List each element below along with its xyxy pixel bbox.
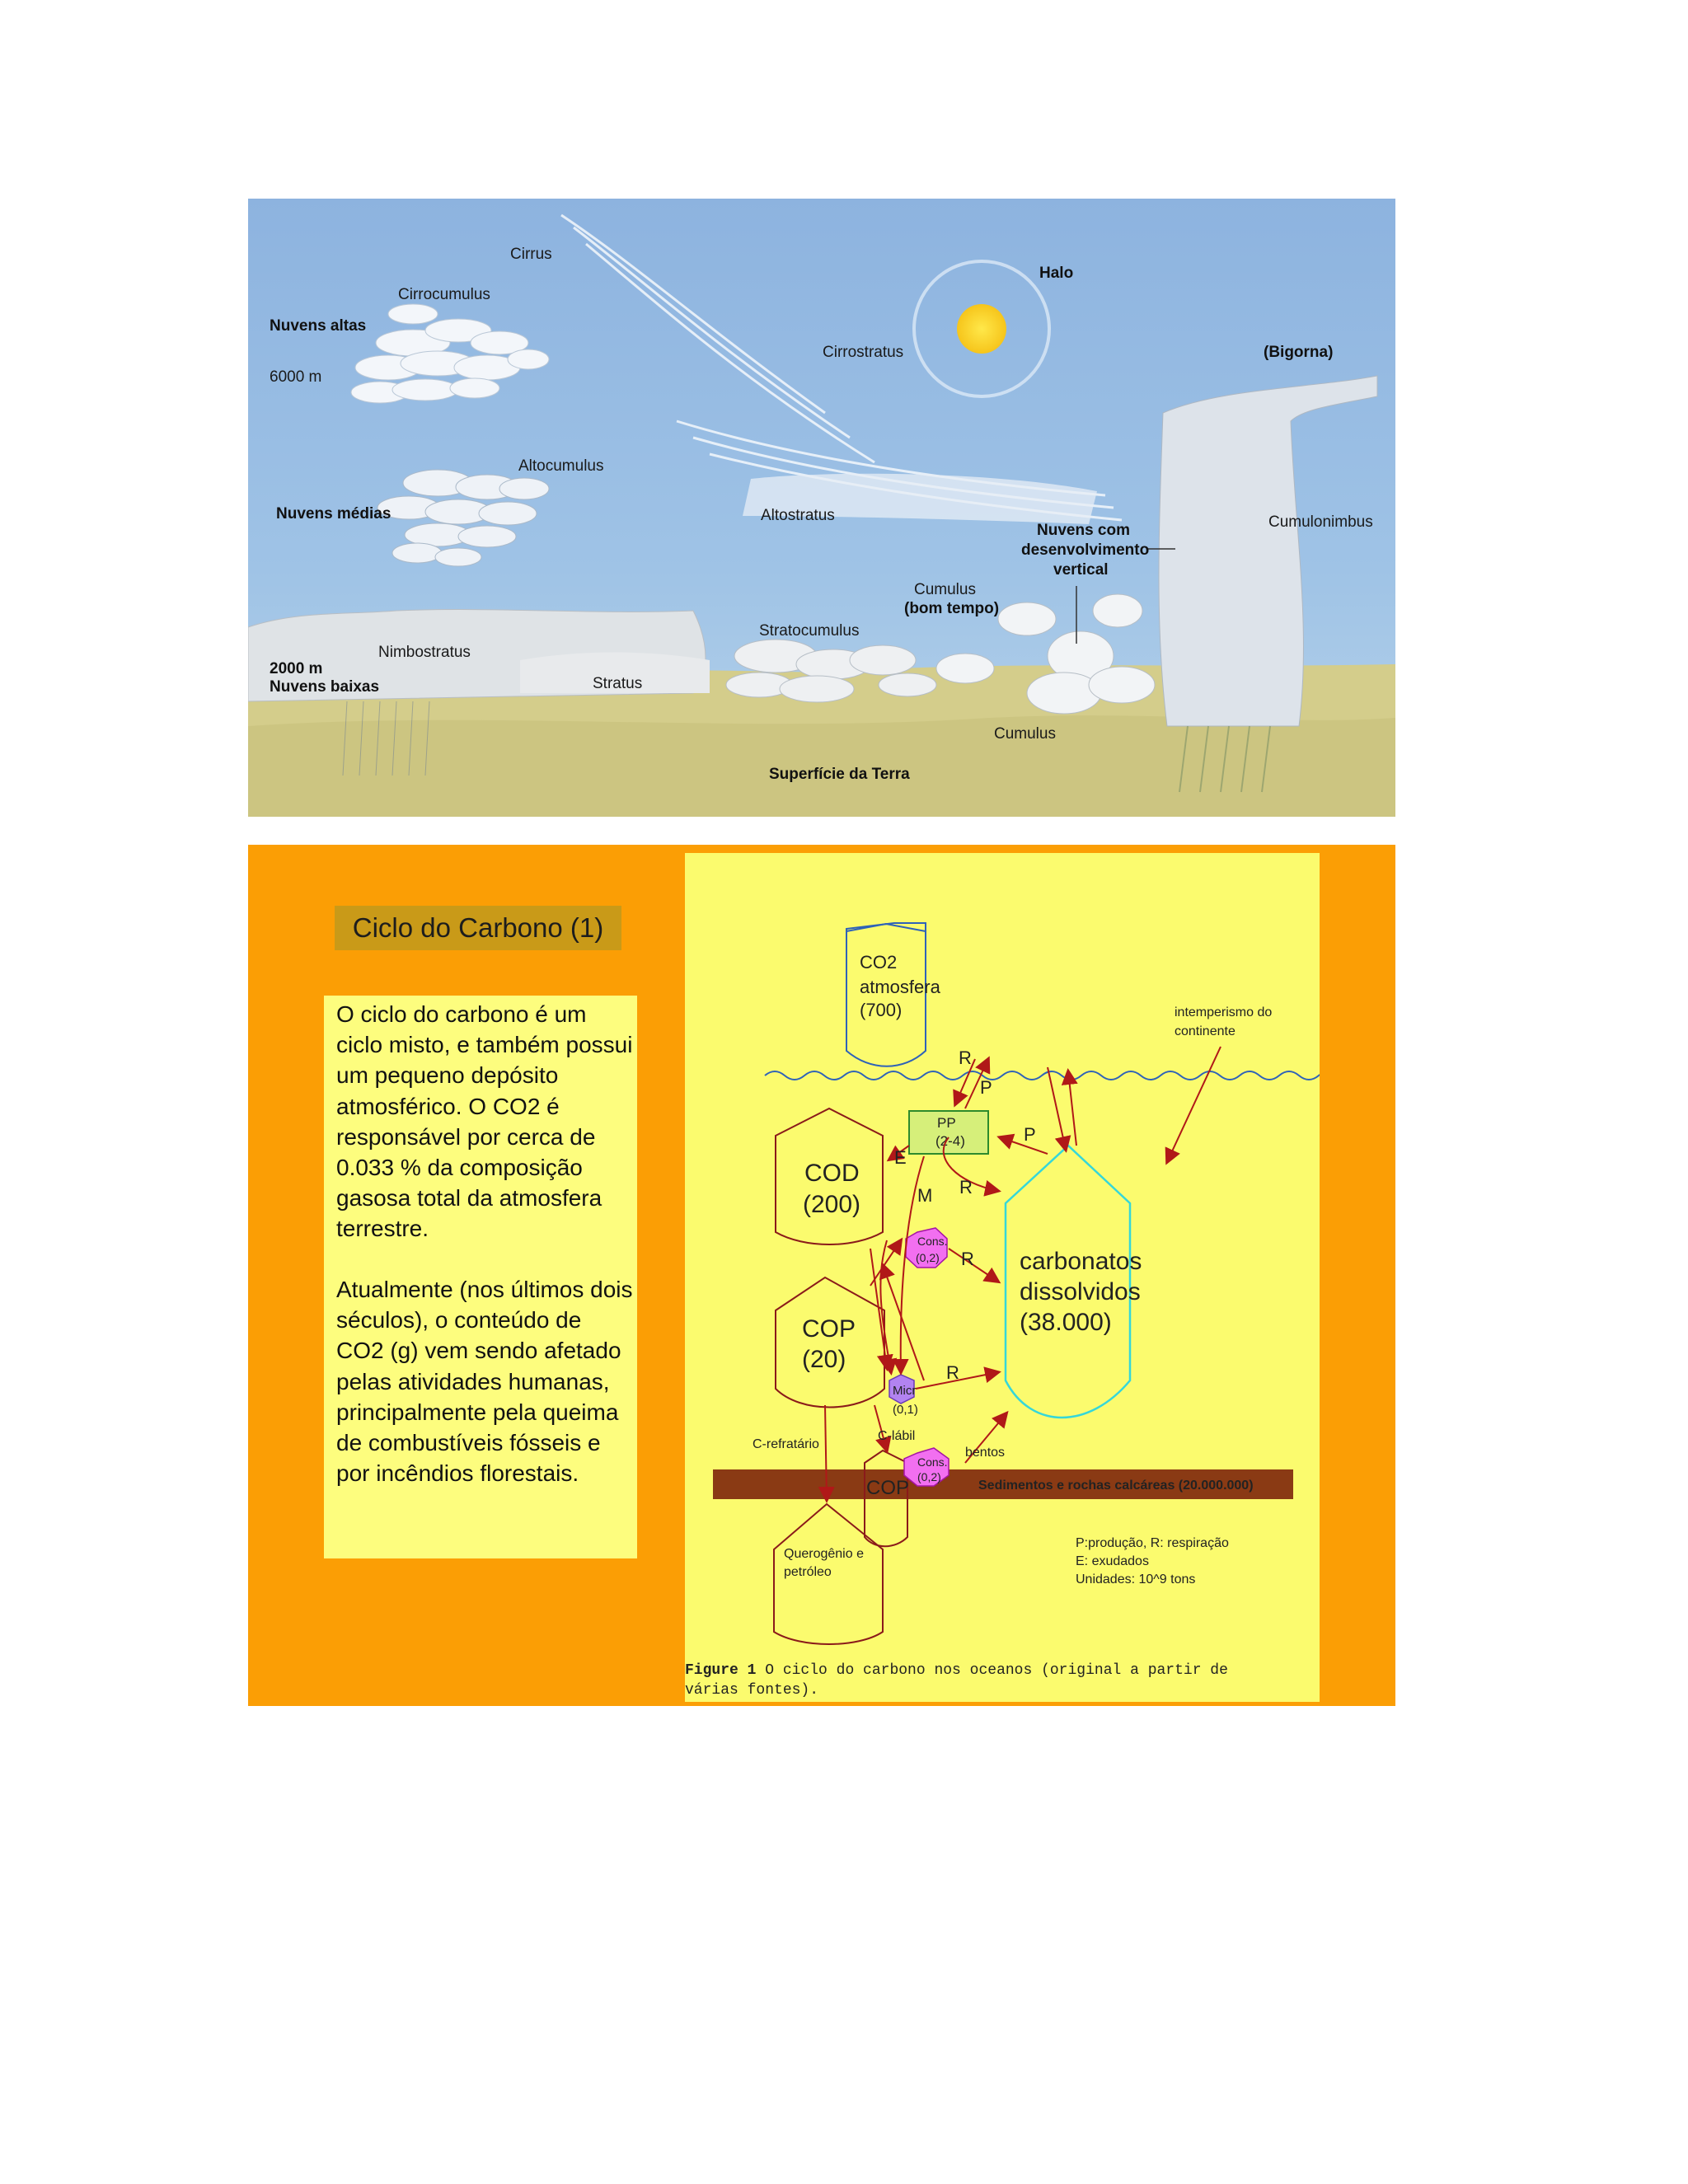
panel-title: Ciclo do Carbono (1)	[335, 906, 621, 950]
petroleo-label: petróleo	[784, 1565, 832, 1579]
cons-bar-value: (0,2)	[917, 1470, 941, 1483]
paragraph-human-impact: Atualmente (nos últimos dois séculos), o conteúdo de CO2 (g) vem sendo afetado pelas atividades humanas, principalmente pela queima de combustíveis fósseis e por incêndios florestais.	[336, 1277, 633, 1487]
label-nuvens-baixas: Nuvens baixas	[270, 678, 380, 696]
sun-icon	[957, 304, 1006, 354]
flow-e: E	[894, 1147, 907, 1168]
label-bigorna: (Bigorna)	[1264, 344, 1334, 361]
legend-line-3: Unidades: 10^9 tons	[1076, 1572, 1196, 1586]
bentos-label: bentos	[965, 1446, 1006, 1460]
label-bom-tempo: (bom tempo)	[904, 600, 1000, 617]
label-superficie: Superfície da Terra	[769, 766, 910, 783]
label-cumulus: Cumulus	[994, 725, 1056, 743]
cod-label: COD	[804, 1160, 860, 1187]
co2-value: (700)	[860, 1000, 903, 1020]
ocean-surface	[765, 1071, 1320, 1080]
label-cumulus-bom-tempo: Cumulus	[914, 581, 976, 598]
sedimentos-label: Sedimentos e rochas calcáreas (20.000.000)	[978, 1479, 1254, 1493]
c-refratario-label: C-refratário	[753, 1437, 819, 1451]
cop-small-label: COP	[866, 1477, 910, 1499]
label-nimbostratus: Nimbostratus	[378, 644, 471, 661]
intemperismo-label: intemperismo do	[1175, 1005, 1273, 1019]
label-altocumulus: Altocumulus	[518, 457, 604, 475]
c-labil-label: C-lábil	[878, 1429, 916, 1443]
figure-caption-line-1: Figure 1 O ciclo do carbono nos oceanos (original a partir de	[685, 1662, 1228, 1679]
flow-p-1: P	[980, 1077, 992, 1098]
co2-atmosfera-label: atmosfera	[860, 977, 940, 997]
micr-label: Micr	[893, 1384, 917, 1398]
label-cirrostratus: Cirrostratus	[823, 344, 904, 361]
dissolvidos-label: dissolvidos	[1020, 1278, 1141, 1305]
flow-p-2: P	[1024, 1124, 1036, 1145]
cons-label: Cons.	[917, 1235, 948, 1248]
cod-value: (200)	[803, 1191, 861, 1218]
flow-r-4: R	[946, 1362, 959, 1383]
label-halo: Halo	[1039, 265, 1074, 282]
flow-r-1: R	[959, 1047, 972, 1068]
flow-r-2: R	[959, 1177, 973, 1197]
cloud-types-illustration	[248, 199, 1395, 817]
label-vertical: vertical	[1053, 561, 1109, 579]
cons-bar-label: Cons.	[917, 1455, 948, 1469]
label-2000m: 2000 m	[270, 660, 323, 677]
label-nuvens-altas: Nuvens altas	[270, 317, 367, 335]
label-cumulonimbus: Cumulonimbus	[1268, 513, 1373, 531]
label-cirrus: Cirrus	[510, 246, 552, 263]
label-nuvens-com: Nuvens com	[1037, 522, 1130, 539]
querogenio-label: Querogênio e	[784, 1547, 864, 1561]
carbon-cycle-diagram	[685, 853, 1320, 1702]
label-cirrocumulus: Cirrocumulus	[398, 286, 490, 303]
carbon-description-box	[324, 996, 637, 1558]
cop-value: (20)	[802, 1346, 846, 1373]
co2-label: CO2	[860, 952, 898, 972]
label-stratocumulus: Stratocumulus	[759, 622, 860, 640]
cons-value: (0,2)	[916, 1251, 940, 1264]
micr-value: (0,1)	[893, 1403, 918, 1417]
label-altostratus: Altostratus	[761, 507, 835, 524]
label-desenvolvimento: desenvolvimento	[1021, 541, 1150, 559]
label-nuvens-medias: Nuvens médias	[276, 505, 392, 523]
label-stratus: Stratus	[593, 675, 643, 692]
carbonatos-label: carbonatos	[1020, 1248, 1142, 1275]
pp-value: (2-4)	[935, 1133, 965, 1149]
figure-caption-line-2: várias fontes).	[685, 1682, 819, 1699]
paragraph-intro: O ciclo do carbono é um ciclo misto, e também possui um pequeno depósito atmosférico. O CO2 é responsável por cerca de 0.033 % da composição gasosa total da atmosfera terrestre.	[336, 1001, 633, 1242]
label-6000m: 6000 m	[270, 368, 322, 386]
flow-m: M	[917, 1185, 933, 1206]
legend-line-1: P:produção, R: respiração	[1076, 1536, 1229, 1550]
legend-line-2: E: exudados	[1076, 1554, 1149, 1568]
carbonatos-value: (38.000)	[1020, 1309, 1112, 1336]
flow-r-3: R	[961, 1249, 974, 1269]
continente-label: continente	[1175, 1024, 1236, 1038]
pp-label: PP	[937, 1115, 956, 1131]
cop-label: COP	[802, 1315, 856, 1343]
